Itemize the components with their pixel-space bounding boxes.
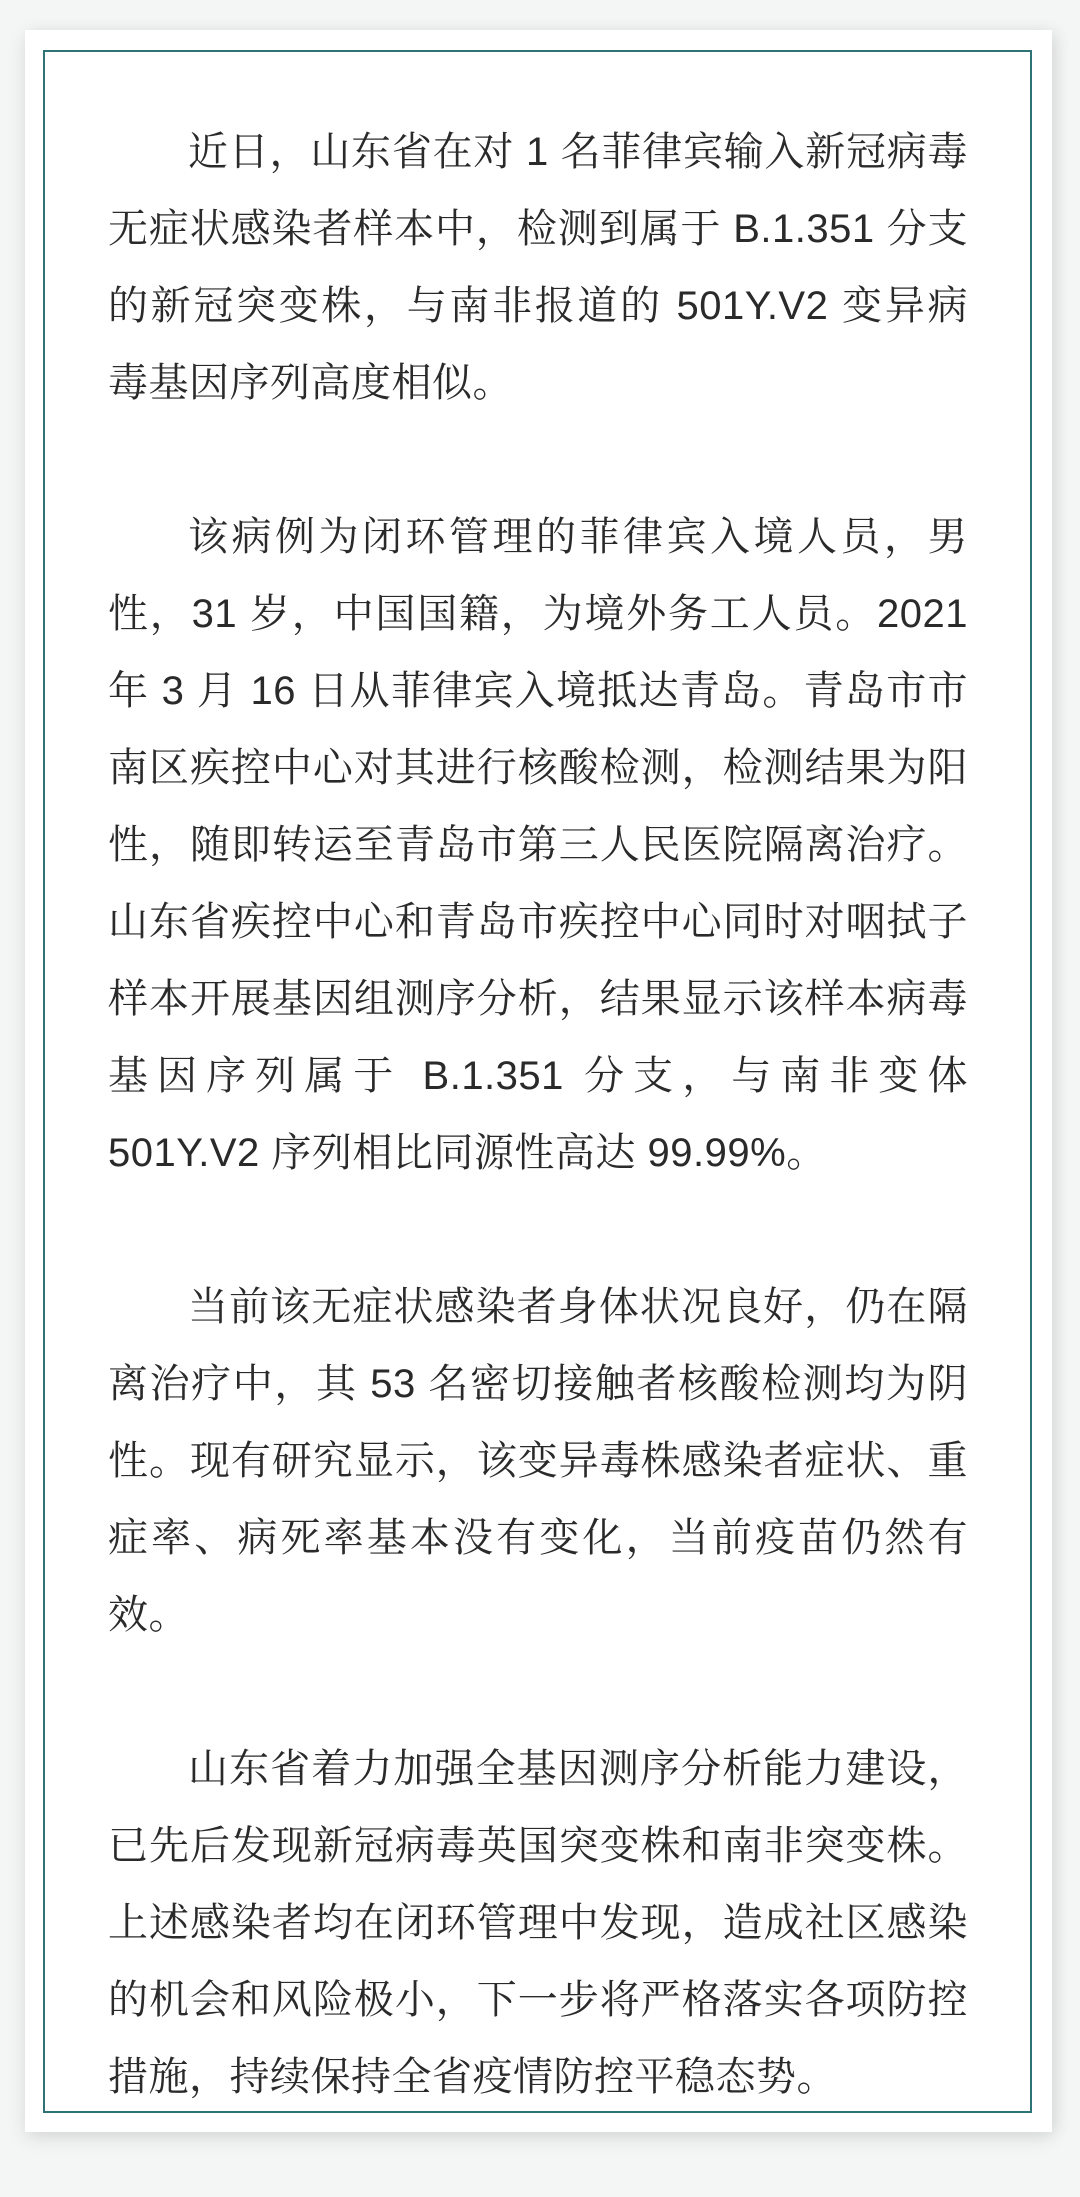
document-card bbox=[25, 30, 1052, 2132]
article-paragraph: 山东省着力加强全基因测序分析能力建设，已先后发现新冠病毒英国突变株和南非突变株。上述感染者均在闭环管理中发现，造成社区感染的机会和风险极小，下一步将严格落实各项防控措施，持续保持全省疫情防控平稳态势。 bbox=[108, 1747, 968, 2099]
article-body bbox=[108, 114, 968, 2116]
article-paragraph: 近日，山东省在对 1 名菲律宾输入新冠病毒无症状感染者样本中，检测到属于 B.1.351 分支的新冠突变株，与南非报道的 501Y.V2 变异病毒基因序列高度相似。 bbox=[108, 130, 968, 405]
article-paragraph: 当前该无症状感染者身体状况良好，仍在隔离治疗中，其 53 名密切接触者核酸检测均为阴性。现有研究显示，该变异毒株感染者症状、重症率、病死率基本没有变化，当前疫苗仍然有效。 bbox=[108, 1285, 968, 1637]
article-paragraph: 该病例为闭环管理的菲律宾入境人员，男性，31 岁，中国国籍，为境外务工人员。2021 年 3 月 16 日从菲律宾入境抵达青岛。青岛市市南区疾控中心对其进行核酸检测，检测结果为阳性，随即转运至青岛市第三人民医院隔离治疗。山东省疾控中心和青岛市疾控中心同时对咽拭子样本开展基因组测序分析，结果显示该样本病毒基因序列属于 B.1.351 分支，与南非变体 501Y.V2 序列相比同源性高达 99.99%。 bbox=[108, 515, 968, 1175]
